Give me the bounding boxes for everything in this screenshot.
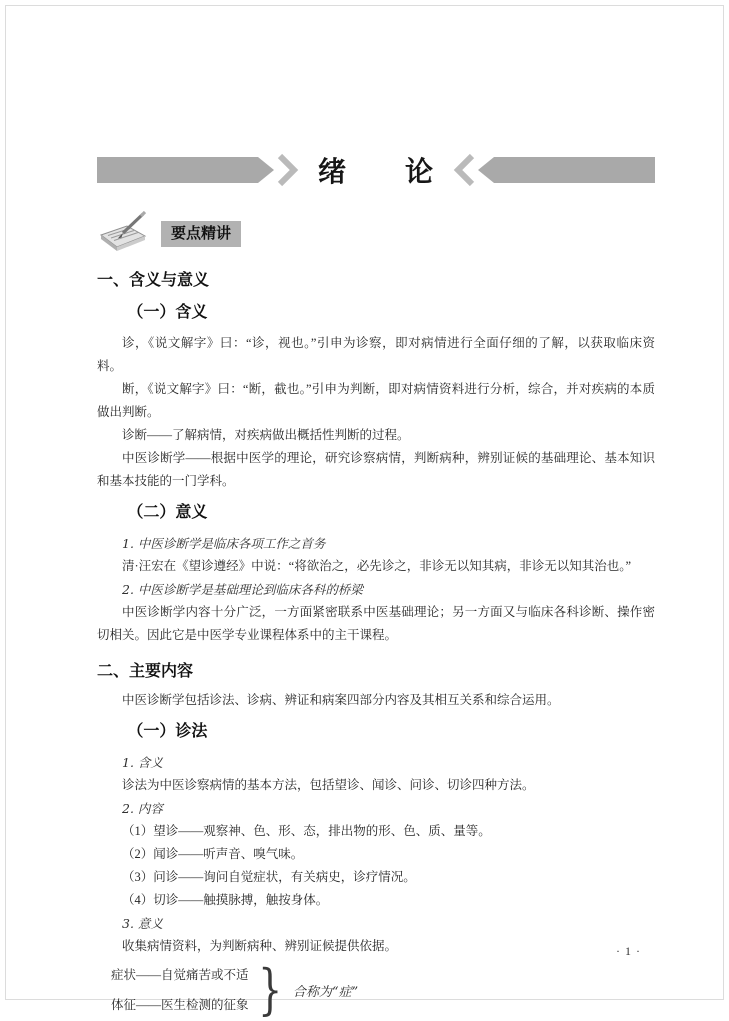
brace-diagram [111,960,655,1020]
banner-left-bar [97,157,274,183]
kaiti-item: 1. 含义 [122,755,163,770]
paragraph: 诊断——了解病情，对疾病做出概括性判断的过程。 [122,428,410,442]
chapter-banner [97,150,655,190]
curly-brace: } [257,958,282,1021]
brace-item: 体征——医生检测的征象 [111,998,249,1012]
paragraph: 中医诊断学——根据中医学的理论，研究诊察病情，判断病种，辨别证候的基础理论、基本知识和基本技能的一门学科。 [97,451,655,488]
paragraph: 清·汪宏在《望诊遵经》中说：“将欲治之，必先诊之，非诊无以知其病，非诊无以知其治也。” [122,559,632,573]
paragraph: 诊，《说文解字》曰：“诊，视也。”引申为诊察，即对病情进行全面仔细的了解，以获取临床资料。 [97,336,655,373]
chevron-left-icon [452,152,476,188]
kaiti-item: 2. 中医诊断学是基础理论到临床各科的桥梁 [122,582,363,597]
section-heading-1: 一、含义与意义 [97,272,210,289]
chapter-title: 绪 论 [318,156,435,187]
key-points-row [97,212,655,256]
notebook-pencil-icon [97,211,151,258]
list-item: （3）问诊——询问自觉症状，有关病史，诊疗情况。 [122,870,416,884]
page-number: · 1 · [616,944,641,958]
list-item: （1）望诊——观察神、色、形、态，排出物的形、色、质、量等。 [122,824,491,838]
page-content [97,150,655,1020]
key-points-badge: 要点精讲 [161,221,241,247]
paragraph: 中医诊断学包括诊法、诊病、辨证和病案四部分内容及其相互关系和综合运用。 [122,693,560,707]
chevron-right-icon [276,152,300,188]
brace-left-column [111,960,249,1020]
subsection-heading: （一）诊法 [127,723,208,740]
kaiti-item: 2. 内容 [122,801,163,816]
banner-right-bar [478,157,655,183]
paragraph: 诊法为中医诊察病情的基本方法，包括望诊、闻诊、问诊、切诊四种方法。 [122,778,535,792]
brace-item: 症状——自觉痛苦或不适 [111,968,249,982]
list-item: （2）闻诊——听声音、嗅气味。 [122,847,304,861]
brace-label: 合称为“症” [292,984,359,1000]
paragraph: 断，《说文解字》曰：“断，截也。”引申为判断，即对病情资料进行分析，综合，并对疾病的本质做出判断。 [97,382,655,419]
section-heading-2: 二、主要内容 [97,663,194,680]
subsection-heading: （一）含义 [127,304,208,321]
subsection-heading: （二）意义 [127,504,208,521]
kaiti-item: 1. 中医诊断学是临床各项工作之首务 [122,536,326,551]
paragraph: 中医诊断学内容十分广泛，一方面紧密联系中医基础理论；另一方面又与临床各科诊断、操作密切相关。因此它是中医学专业课程体系中的主干课程。 [97,605,655,642]
paragraph: 收集病情资料，为判断病种、辨别证候提供依据。 [122,939,398,953]
kaiti-item: 3. 意义 [122,916,163,931]
list-item: （4）切诊——触摸脉搏，触按身体。 [122,893,329,907]
